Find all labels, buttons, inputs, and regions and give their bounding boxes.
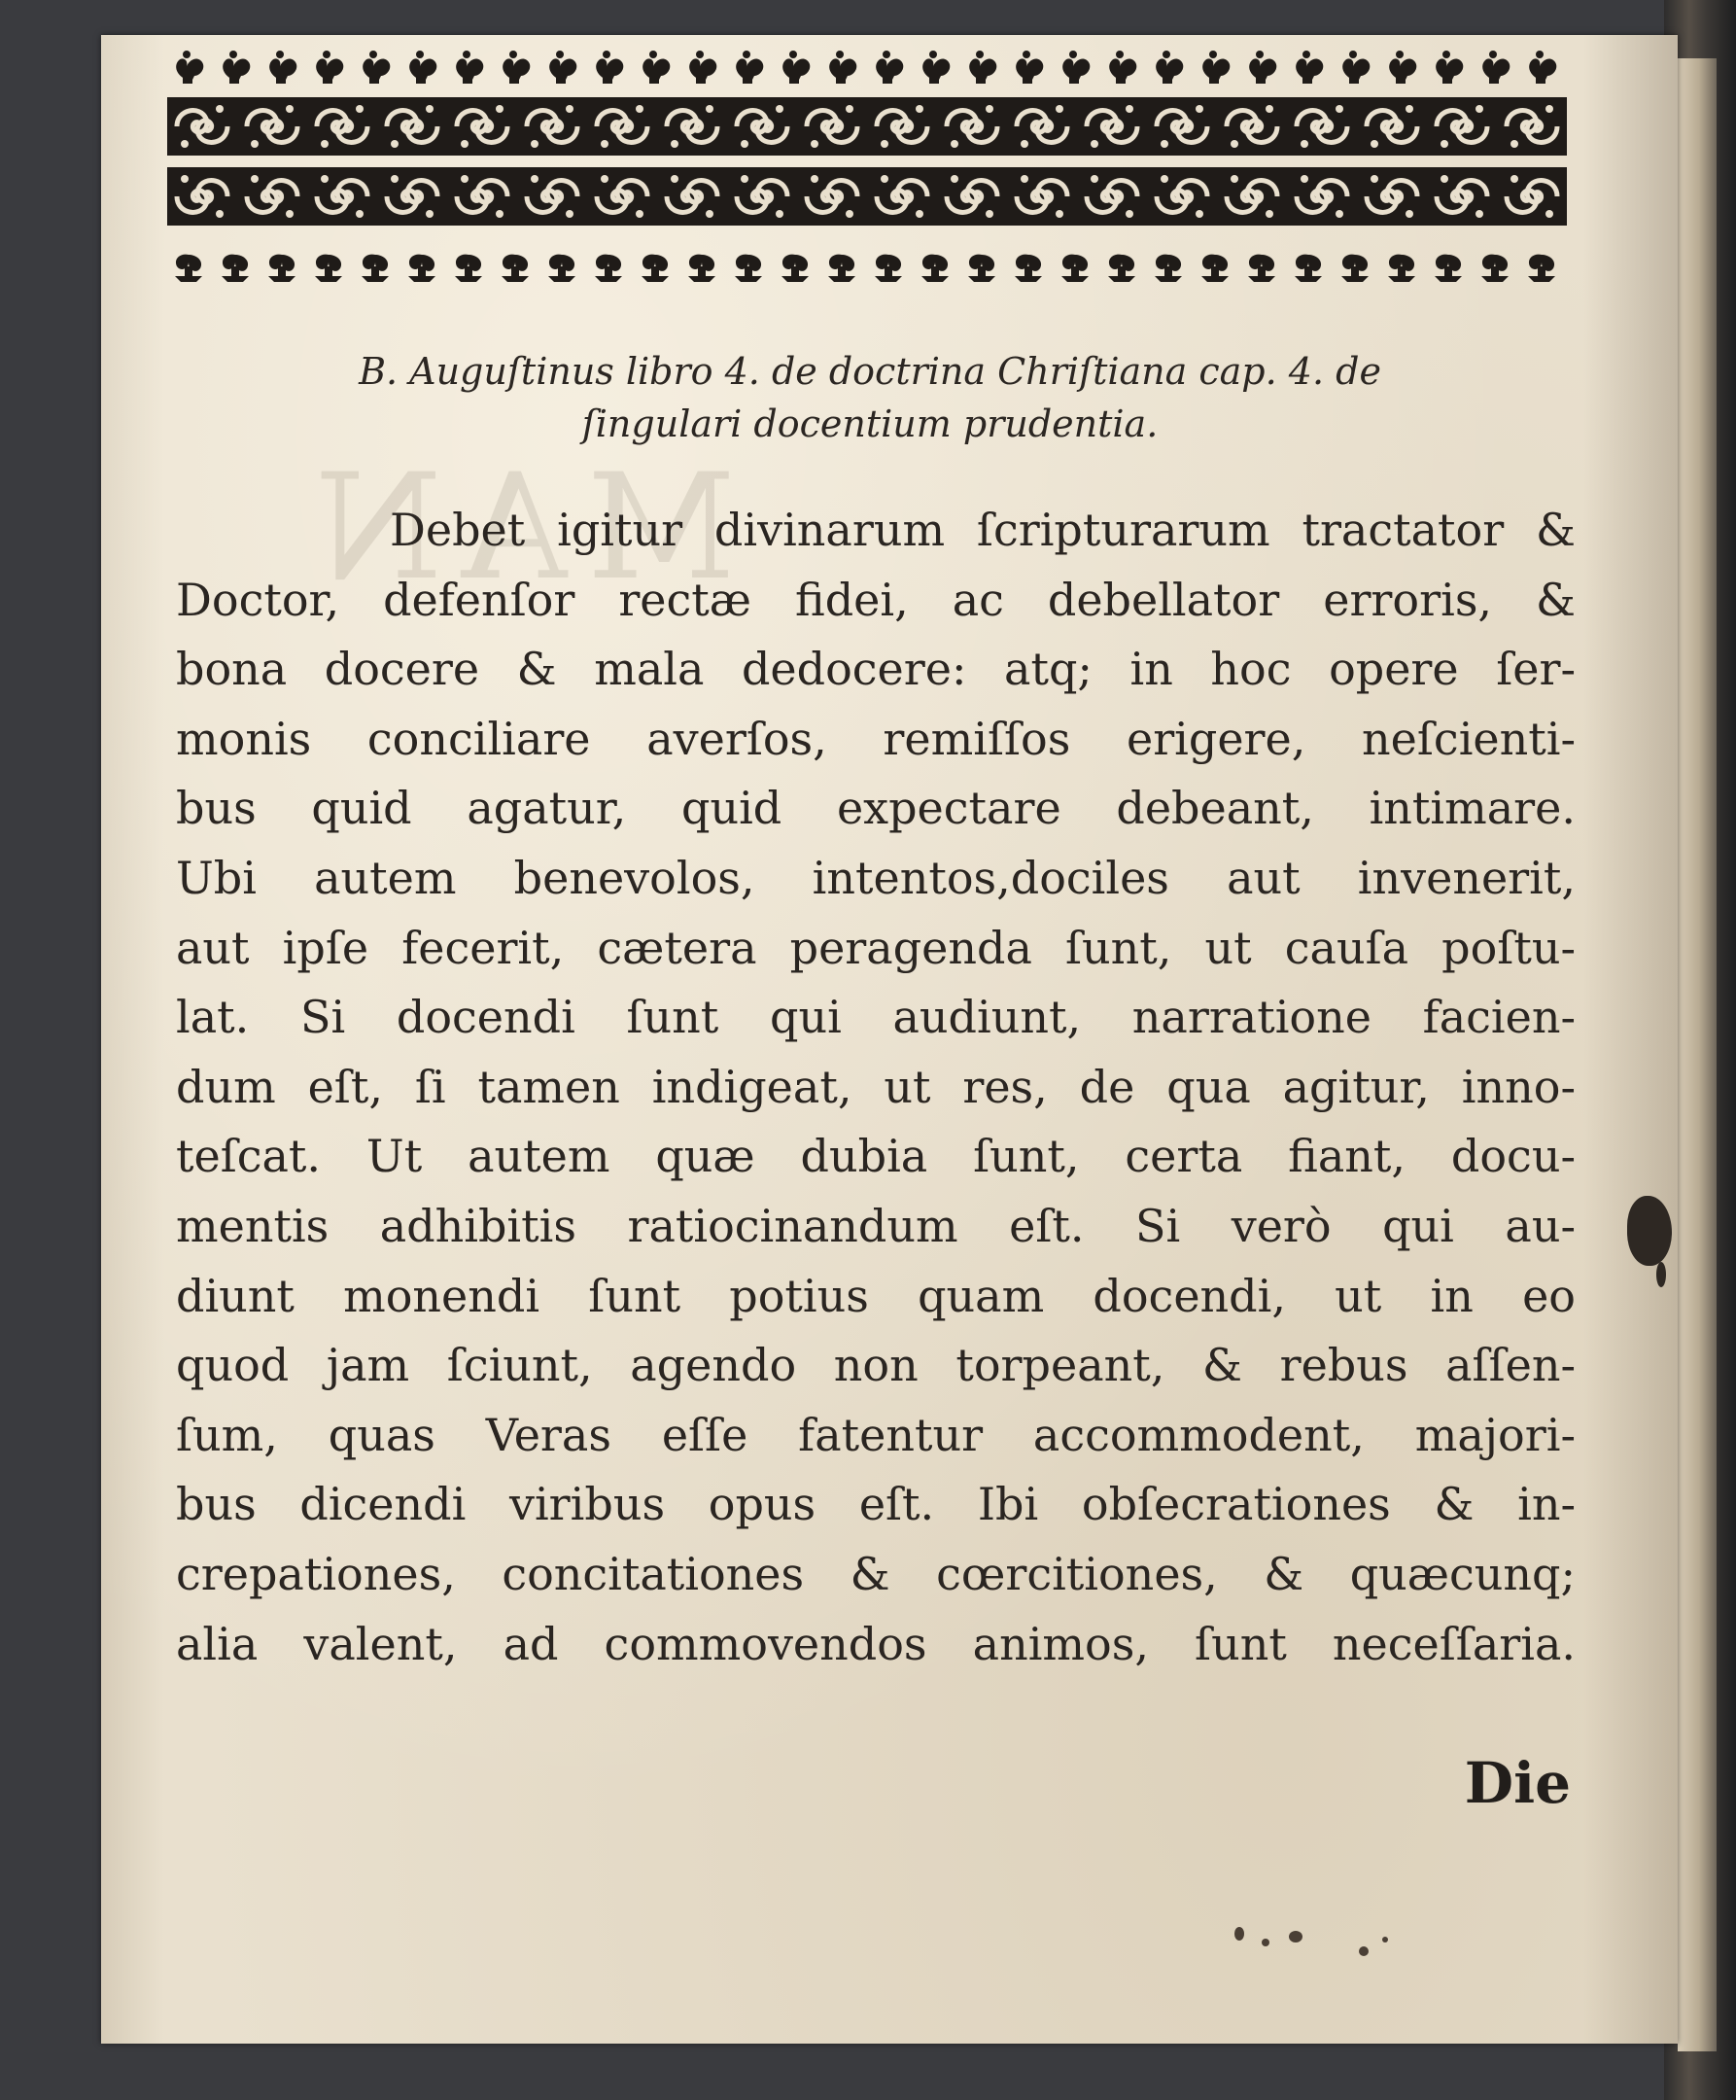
text-line: lat. Si docendi ſunt qui audiunt, narratione facien- bbox=[176, 991, 1576, 1044]
bleed-through-ghost-text: MAN bbox=[295, 443, 737, 612]
text-line: aut ipſe fecerit, cætera peragenda ſunt, ut cauſa poſtu- bbox=[176, 921, 1576, 974]
text-line: Debet igitur divinarum ſcripturarum tractator & bbox=[390, 504, 1576, 556]
text-line: dum eſt, ſi tamen indigeat, ut res, de qua agitur, inno- bbox=[176, 1060, 1576, 1113]
heading-line: ſingulari docentium prudentia. bbox=[581, 402, 1159, 445]
text-line: bus dicendi viribus opus eſt. Ibi obſecrationes & in- bbox=[176, 1478, 1576, 1531]
fleuron-row-top bbox=[176, 51, 1556, 84]
catchword: Die bbox=[1464, 1750, 1571, 1816]
text-line: quod jam ſciunt, agendo non torpeant, & rebus aſſen- bbox=[176, 1339, 1576, 1392]
text-line: alia valent, ad commovendos animos, ſunt neceſſaria. bbox=[176, 1617, 1576, 1670]
fleuron-row-bottom bbox=[175, 245, 1555, 282]
facing-page-edge bbox=[1678, 58, 1717, 2051]
scroll-row-2 bbox=[167, 167, 1567, 226]
text-line: teſcat. Ut autem quæ dubia ſunt, certa fiant, docu- bbox=[176, 1130, 1576, 1183]
text-line: monis conciliare averſos, remiſſos erigere, neſcienti- bbox=[176, 712, 1576, 765]
ink-stain bbox=[1627, 1196, 1672, 1266]
ink-stain bbox=[1656, 1262, 1666, 1287]
text-line: bona docere & mala dedocere: atq; in hoc opere ſer- bbox=[176, 643, 1576, 696]
scroll-row-1 bbox=[167, 97, 1567, 156]
text-line: bus quid agatur, quid expectare debeant, intimare. bbox=[176, 782, 1576, 835]
text-line: mentis adhibitis ratiocinandum eſt. Si verò qui au- bbox=[176, 1199, 1576, 1252]
text-line: crepationes, concitationes & cœrcitiones, & quæcunq; bbox=[176, 1547, 1576, 1600]
text-line: diunt monendi ſunt potius quam docendi, ut in eo bbox=[176, 1269, 1576, 1322]
body-paragraph bbox=[176, 496, 1576, 1679]
text-line: ſum, quas Veras eſſe fatentur accommodent, majori- bbox=[176, 1408, 1576, 1461]
text-line: Ubi autem benevolos, intentos,dociles aut invenerit, bbox=[176, 851, 1576, 904]
section-heading bbox=[262, 345, 1477, 450]
text-line: Doctor, defenſor rectæ fidei, ac debellator erroris, & bbox=[176, 573, 1576, 626]
bleed-through-ghost-text bbox=[334, 1736, 351, 1798]
ornamental-border-band bbox=[167, 47, 1567, 304]
heading-line: B. Auguſtinus libro 4. de doctrina Chriſtiana cap. 4. de bbox=[359, 350, 1381, 393]
